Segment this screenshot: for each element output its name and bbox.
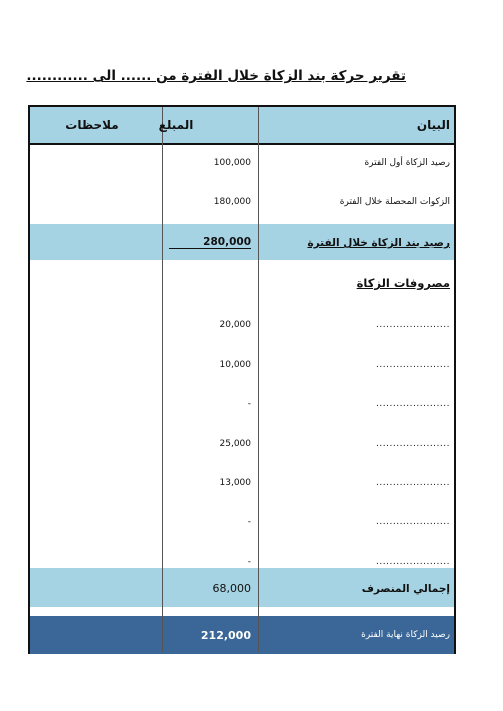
expense-item-label: ...................... [376,517,450,527]
expense-item-amount: - [247,517,251,527]
expense-item-label: ...................... [376,360,450,370]
expense-item-amount: 25,000 [219,439,251,449]
closing-balance-label: رصيد الزكاة نهاية الفترة [361,630,450,640]
total-expense-amount: 68,000 [212,582,251,595]
header-statement: البيان [416,118,450,132]
expense-item-label: ...................... [376,557,450,567]
header-notes: ملاحظات [65,118,119,132]
opening-balance-label: رصيد الزكاة أول الفترة [364,158,450,168]
collected-amount: 180,000 [213,197,251,207]
collected-label: الزكوات المحصلة خلال الفترة [339,197,450,207]
expense-item-amount: 10,000 [219,360,251,370]
expense-item-label: ...................... [376,320,450,330]
header-amount: المبلغ [158,118,194,132]
expense-item-label: ...................... [376,399,450,409]
header-divider [30,143,454,145]
period-balance-label: رصيد بند الزكاة خلال الفترة [307,237,450,249]
expense-item-label: ...................... [376,439,450,449]
expense-item-amount: 13,000 [219,478,251,488]
report-title: تقرير حركة بند الزكاة خلال الفترة من ...... الى ............ [26,68,406,84]
expense-item-amount: - [247,557,251,567]
total-expense-label: إجمالي المنصرف [361,583,450,595]
expenses-heading: مصروفات الزكاة [356,276,450,290]
column-divider-amount [258,107,259,652]
zakat-table [28,105,456,654]
expense-item-amount: 20,000 [219,320,251,330]
expense-item-amount: - [247,399,251,409]
period-balance-amount: 280,000 [169,236,251,249]
opening-balance-amount: 100,000 [213,158,251,168]
expense-item-label: ...................... [376,478,450,488]
column-divider-notes [162,107,163,652]
closing-balance-amount: 212,000 [200,629,251,642]
